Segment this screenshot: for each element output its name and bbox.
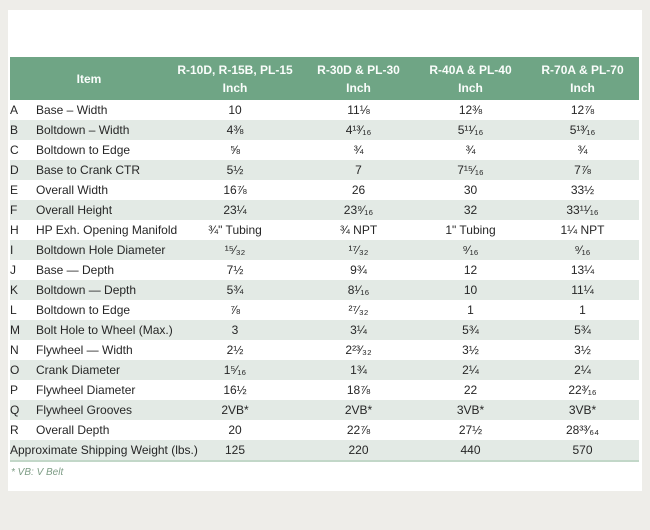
- shipping-weight-value: 440: [415, 440, 526, 461]
- table-row: [10, 420, 639, 440]
- row-value: 5¾: [226, 283, 244, 297]
- row-value: 7⅞: [574, 163, 591, 177]
- table-row: [10, 300, 639, 320]
- row-value: 1: [467, 303, 474, 317]
- row-value: 12⅜: [458, 103, 483, 117]
- row-item-label: Base to Crank CTR: [36, 163, 141, 177]
- row-letter: O: [10, 363, 20, 377]
- row-value: 3VB*: [456, 403, 485, 417]
- model-names: R-30D & PL-30: [317, 62, 400, 77]
- header-row: [10, 57, 639, 100]
- row-value: 3¼: [350, 323, 367, 337]
- row-value: 2½: [226, 343, 244, 357]
- row-value: 2VB*: [344, 403, 373, 417]
- table-row: [10, 360, 639, 380]
- row-value: 7½: [226, 263, 244, 277]
- row-value: ⅝: [229, 143, 240, 157]
- row-value: 13¼: [570, 263, 595, 277]
- row-letter: P: [10, 383, 19, 397]
- row-item-label: Base — Depth: [36, 263, 115, 277]
- row-value: 11⅛: [347, 103, 370, 117]
- row-item-label: Crank Diameter: [36, 363, 121, 377]
- row-letter: I: [10, 243, 14, 257]
- row-value: 32: [463, 203, 478, 217]
- row-value: 20: [228, 423, 242, 437]
- table-row: [10, 240, 639, 260]
- row-value: 5¹¹⁄₁₆: [457, 123, 484, 137]
- row-item-label: Overall Height: [36, 203, 113, 217]
- row-letter: L: [10, 303, 17, 317]
- row-value: 16⅞: [223, 183, 247, 197]
- row-value: 5½: [226, 163, 244, 177]
- row-value: 28³³⁄₆₄: [565, 423, 600, 437]
- row-value: 1¾: [350, 363, 367, 377]
- row-value: 4¹³⁄₁₆: [345, 123, 372, 137]
- row-value: 22⅞: [346, 423, 371, 437]
- table-row: [10, 100, 639, 120]
- row-value: 26: [351, 183, 366, 197]
- row-letter: C: [10, 143, 19, 157]
- row-letter: N: [10, 343, 19, 357]
- row-value: 33½: [570, 183, 595, 197]
- row-value: ¾" Tubing: [208, 223, 262, 237]
- column-header-model-1: [168, 57, 302, 100]
- row-value: ¹⁵⁄₃₂: [224, 243, 246, 257]
- row-value: 12⅞: [570, 103, 595, 117]
- column-header-model-2: [302, 57, 415, 100]
- row-item-label: Flywheel Diameter: [36, 383, 136, 397]
- table-row: [10, 180, 639, 200]
- table-row: [10, 340, 639, 360]
- row-value: ⅞: [229, 303, 240, 317]
- model-names: R-10D, R-15B, PL-15: [177, 62, 293, 77]
- row-value: 2²³⁄₃₂: [345, 343, 372, 357]
- column-header-model-4: [526, 57, 639, 100]
- row-letter: M: [10, 323, 20, 337]
- row-value: 5¾: [462, 323, 479, 337]
- row-item-label: Flywheel — Width: [36, 343, 133, 357]
- shipping-weight-value: 125: [168, 440, 302, 461]
- row-value: 23⁹⁄₁₆: [343, 203, 374, 217]
- row-item-label: Overall Width: [36, 183, 109, 197]
- table-row: [10, 160, 639, 180]
- row-item-label: Flywheel Grooves: [36, 403, 133, 417]
- row-value: 11¼: [571, 283, 594, 297]
- row-value: 1" Tubing: [445, 223, 496, 237]
- row-value: 4⅜: [226, 123, 244, 137]
- row-letter: Q: [10, 403, 20, 417]
- unit-label: Inch: [570, 80, 595, 95]
- table-row: [10, 140, 639, 160]
- shipping-weight-value: 220: [302, 440, 415, 461]
- row-value: ¾: [577, 143, 588, 157]
- row-value: 5¹³⁄₁₆: [569, 123, 596, 137]
- row-value: 7¹⁵⁄₁₆: [457, 163, 484, 177]
- row-value: ¾ NPT: [339, 223, 378, 237]
- row-value: 2¼: [462, 363, 479, 377]
- unit-label: Inch: [346, 80, 371, 95]
- row-item-label: Boltdown Hole Diameter: [36, 243, 166, 257]
- row-value: 18⅞: [346, 383, 371, 397]
- row-value: 10: [228, 103, 242, 117]
- row-item-label: Base – Width: [36, 103, 108, 117]
- shipping-weight-label: Approximate Shipping Weight (lbs.): [10, 440, 168, 461]
- row-value: 16½: [223, 383, 247, 397]
- row-value: 3½: [462, 343, 479, 357]
- table-row: [10, 120, 639, 140]
- row-value: 30: [463, 183, 478, 197]
- row-value: 1: [579, 303, 586, 317]
- table-row: [10, 400, 639, 420]
- column-header-item: [10, 57, 168, 100]
- column-header-model-3: [415, 57, 526, 100]
- row-value: 33¹¹⁄₁₆: [566, 203, 599, 217]
- table-row: [10, 380, 639, 400]
- row-value: 22: [463, 383, 478, 397]
- row-item-label: Overall Depth: [36, 423, 110, 437]
- row-item-label: Boltdown – Width: [36, 123, 130, 137]
- row-value: 1⁵⁄₁₆: [223, 363, 247, 377]
- row-item-label: Boltdown to Edge: [36, 303, 131, 317]
- unit-label: Inch: [458, 80, 483, 95]
- row-value: ²⁷⁄₃₂: [348, 303, 369, 317]
- unit-label: Inch: [222, 80, 248, 95]
- row-letter: K: [10, 283, 19, 297]
- pump-dimensions-table: [10, 57, 639, 462]
- row-letter: F: [10, 203, 18, 217]
- vb-footnote: * VB: V Belt: [11, 467, 64, 478]
- row-letter: A: [10, 103, 19, 117]
- shipping-weight-value: 570: [526, 440, 639, 461]
- row-value: 12: [463, 263, 478, 277]
- spec-sheet-page: [8, 10, 642, 491]
- row-item-label: HP Exh. Opening Manifold: [36, 223, 178, 237]
- row-value: ¹⁷⁄₃₂: [348, 243, 369, 257]
- row-item-label: Bolt Hole to Wheel (Max.): [36, 323, 173, 337]
- row-value: 3VB*: [568, 403, 597, 417]
- row-value: 3½: [574, 343, 591, 357]
- row-item-label: Boltdown — Depth: [36, 283, 137, 297]
- row-value: 22³⁄₁₆: [568, 383, 597, 397]
- row-value: ¾: [465, 143, 476, 157]
- model-names: R-40A & PL-40: [429, 62, 512, 77]
- row-value: 23¼: [223, 203, 247, 217]
- row-value: 27½: [458, 423, 483, 437]
- row-letter: E: [10, 183, 19, 197]
- table-row: [10, 320, 639, 340]
- row-value: 3: [231, 323, 239, 337]
- row-value: 8¹⁄₁₆: [347, 283, 370, 297]
- row-letter: B: [10, 123, 19, 137]
- table-row: [10, 200, 639, 220]
- row-value: 7: [355, 163, 362, 177]
- table-row: [10, 280, 639, 300]
- row-value: 2VB*: [221, 403, 249, 417]
- row-value: 5¾: [574, 323, 591, 337]
- row-value: 1¼ NPT: [560, 223, 605, 237]
- row-item-label: Boltdown to Edge: [36, 143, 131, 157]
- spec-table-body: [10, 100, 639, 461]
- row-value: ¾: [353, 143, 364, 157]
- model-names: R-70A & PL-70: [541, 62, 624, 77]
- row-value: ⁹⁄₁₆: [574, 243, 591, 257]
- table-row: [10, 260, 639, 280]
- row-value: 2¼: [574, 363, 591, 377]
- item-header-label: Item: [76, 71, 102, 86]
- row-letter: H: [10, 223, 19, 237]
- table-header: [10, 57, 639, 100]
- table-row: [10, 220, 639, 240]
- row-value: 9¾: [350, 263, 367, 277]
- row-value: 10: [463, 283, 478, 297]
- shipping-weight-row: [10, 440, 639, 461]
- row-letter: R: [10, 423, 19, 437]
- row-letter: J: [10, 263, 16, 277]
- row-letter: D: [10, 163, 19, 177]
- row-value: ⁹⁄₁₆: [462, 243, 479, 257]
